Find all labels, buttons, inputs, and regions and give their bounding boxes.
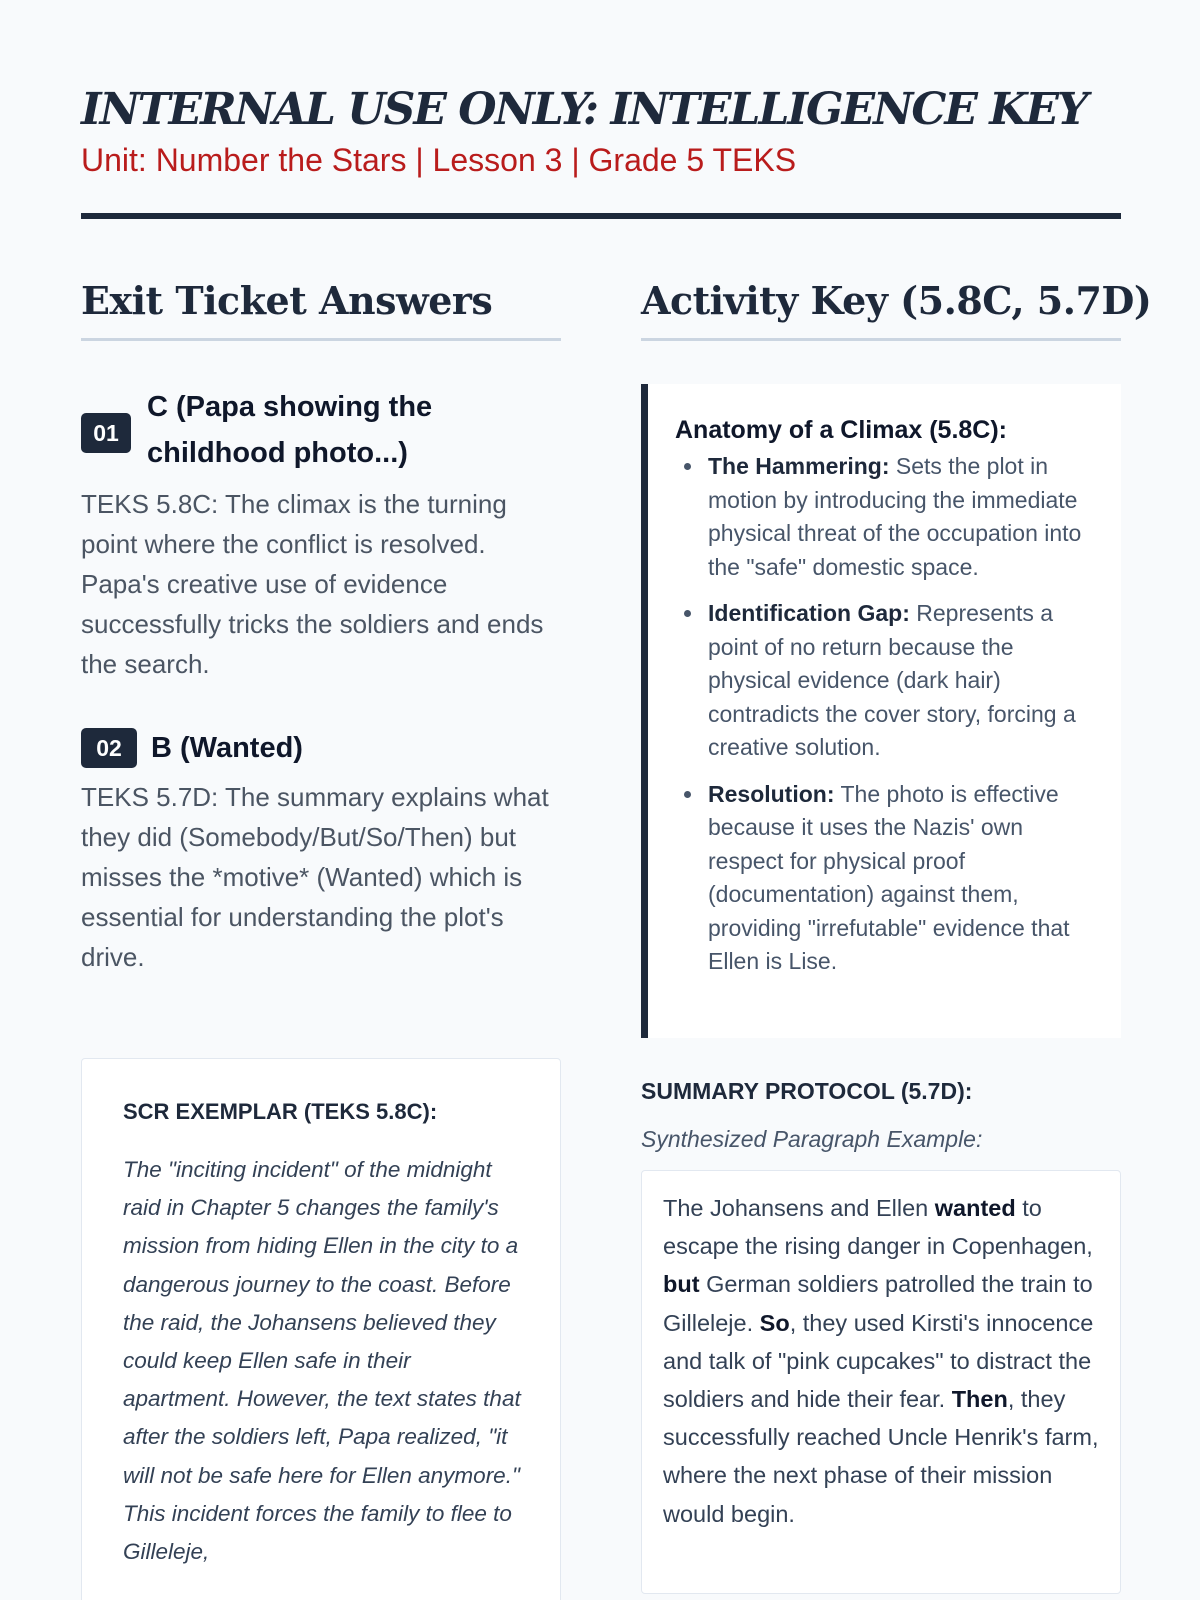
list-item [675,597,1095,765]
question-answer: B (Wanted) [151,732,303,764]
summary-text: to escape the rising danger in Copenhagen, [663,1195,1093,1260]
summary-keyword: So [759,1309,790,1336]
climax-list [675,450,1095,992]
summary-protocol-label: SUMMARY PROTOCOL (5.7D): [641,1078,973,1104]
activity-key-heading: Activity Key (5.8C, 5.7D) [641,278,1152,323]
summary-text: German soldiers patrolled the train to Gilleleje. [663,1271,1093,1336]
climax-anatomy-label: Anatomy of a Climax (5.8C): [675,416,1008,444]
summary-text: , they successfully reached Uncle Henrik's farm, where the next phase of their mission would begin. [663,1386,1099,1527]
page-subtitle: Unit: Number the Stars | Lesson 3 | Grade 5 TEKS [81,142,797,178]
summary-keyword: but [663,1271,700,1298]
scr-exemplar-card [81,1058,561,1600]
climax-anatomy-card [641,384,1121,1038]
climax-description: Sets the plot in motion by introducing the immediate physical threat of the occupation into the "safe" domestic space. [708,453,1082,580]
climax-term: The Hammering: [708,453,890,479]
summary-paragraph [663,1189,1103,1533]
answer-key-page [81,0,1152,1600]
summary-keyword: Then [951,1386,1008,1413]
question-number-badge: 01 [81,413,131,453]
summary-text: The Johansens and Ellen [663,1195,935,1221]
scr-exemplar-label: SCR EXEMPLAR (TEKS 5.8C): [123,1099,438,1124]
climax-description: The photo is effective because it uses the Nazis' own respect for physical proof (documentation) against them, providing "irrefutable" evidence that Ellen is Lise. [708,780,1070,974]
list-item [675,450,1095,584]
exit-ticket-heading: Exit Ticket Answers [81,278,493,323]
question-explanation: TEKS 5.8C: The climax is the turning point where the conflict is resolved. Papa's creative use of evidence successfully tricks the soldiers and ends the search. [81,489,544,679]
activity-key-divider [641,338,1121,341]
exit-ticket-divider [81,338,561,341]
summary-keyword: wanted [934,1195,1016,1221]
climax-description: Represents a point of no return because the physical evidence (dark hair) contradicts the cover story, forcing a creative solution. [708,600,1076,760]
summary-text: , they used Kirsti's innocence and talk of "pink cupcakes" to distract the soldiers and hide their fear. [663,1309,1094,1413]
question-explanation: TEKS 5.7D: The summary explains what they did (Somebody/But/So/Then) but misses the *motive* (Wanted) which is essential for understanding the plot's drive. [81,782,549,972]
header-divider [81,213,1121,219]
climax-term: Identification Gap: [708,600,910,626]
summary-protocol-sublabel: Synthesized Paragraph Example: [641,1126,983,1152]
question-answer: C (Papa showing the childhood photo...) [147,391,433,469]
page-title: INTERNAL USE ONLY: INTELLIGENCE KEY [81,84,1087,135]
summary-paragraph-card [641,1170,1121,1594]
question-number-badge: 02 [81,728,137,768]
list-item [675,778,1095,979]
scr-exemplar-text: The "inciting incident" of the midnight raid in Chapter 5 changes the family's mission from hiding Ellen in the city to a dangerous journey to the coast. Before the raid, the Johansens believed they could keep Ellen safe in their apartment. However, the text states that after the soldiers left, Papa realized, "it will not be safe here for Ellen anymore." This incident forces the family to flee to Gilleleje, [123,1157,521,1565]
climax-term: Resolution: [708,780,835,807]
